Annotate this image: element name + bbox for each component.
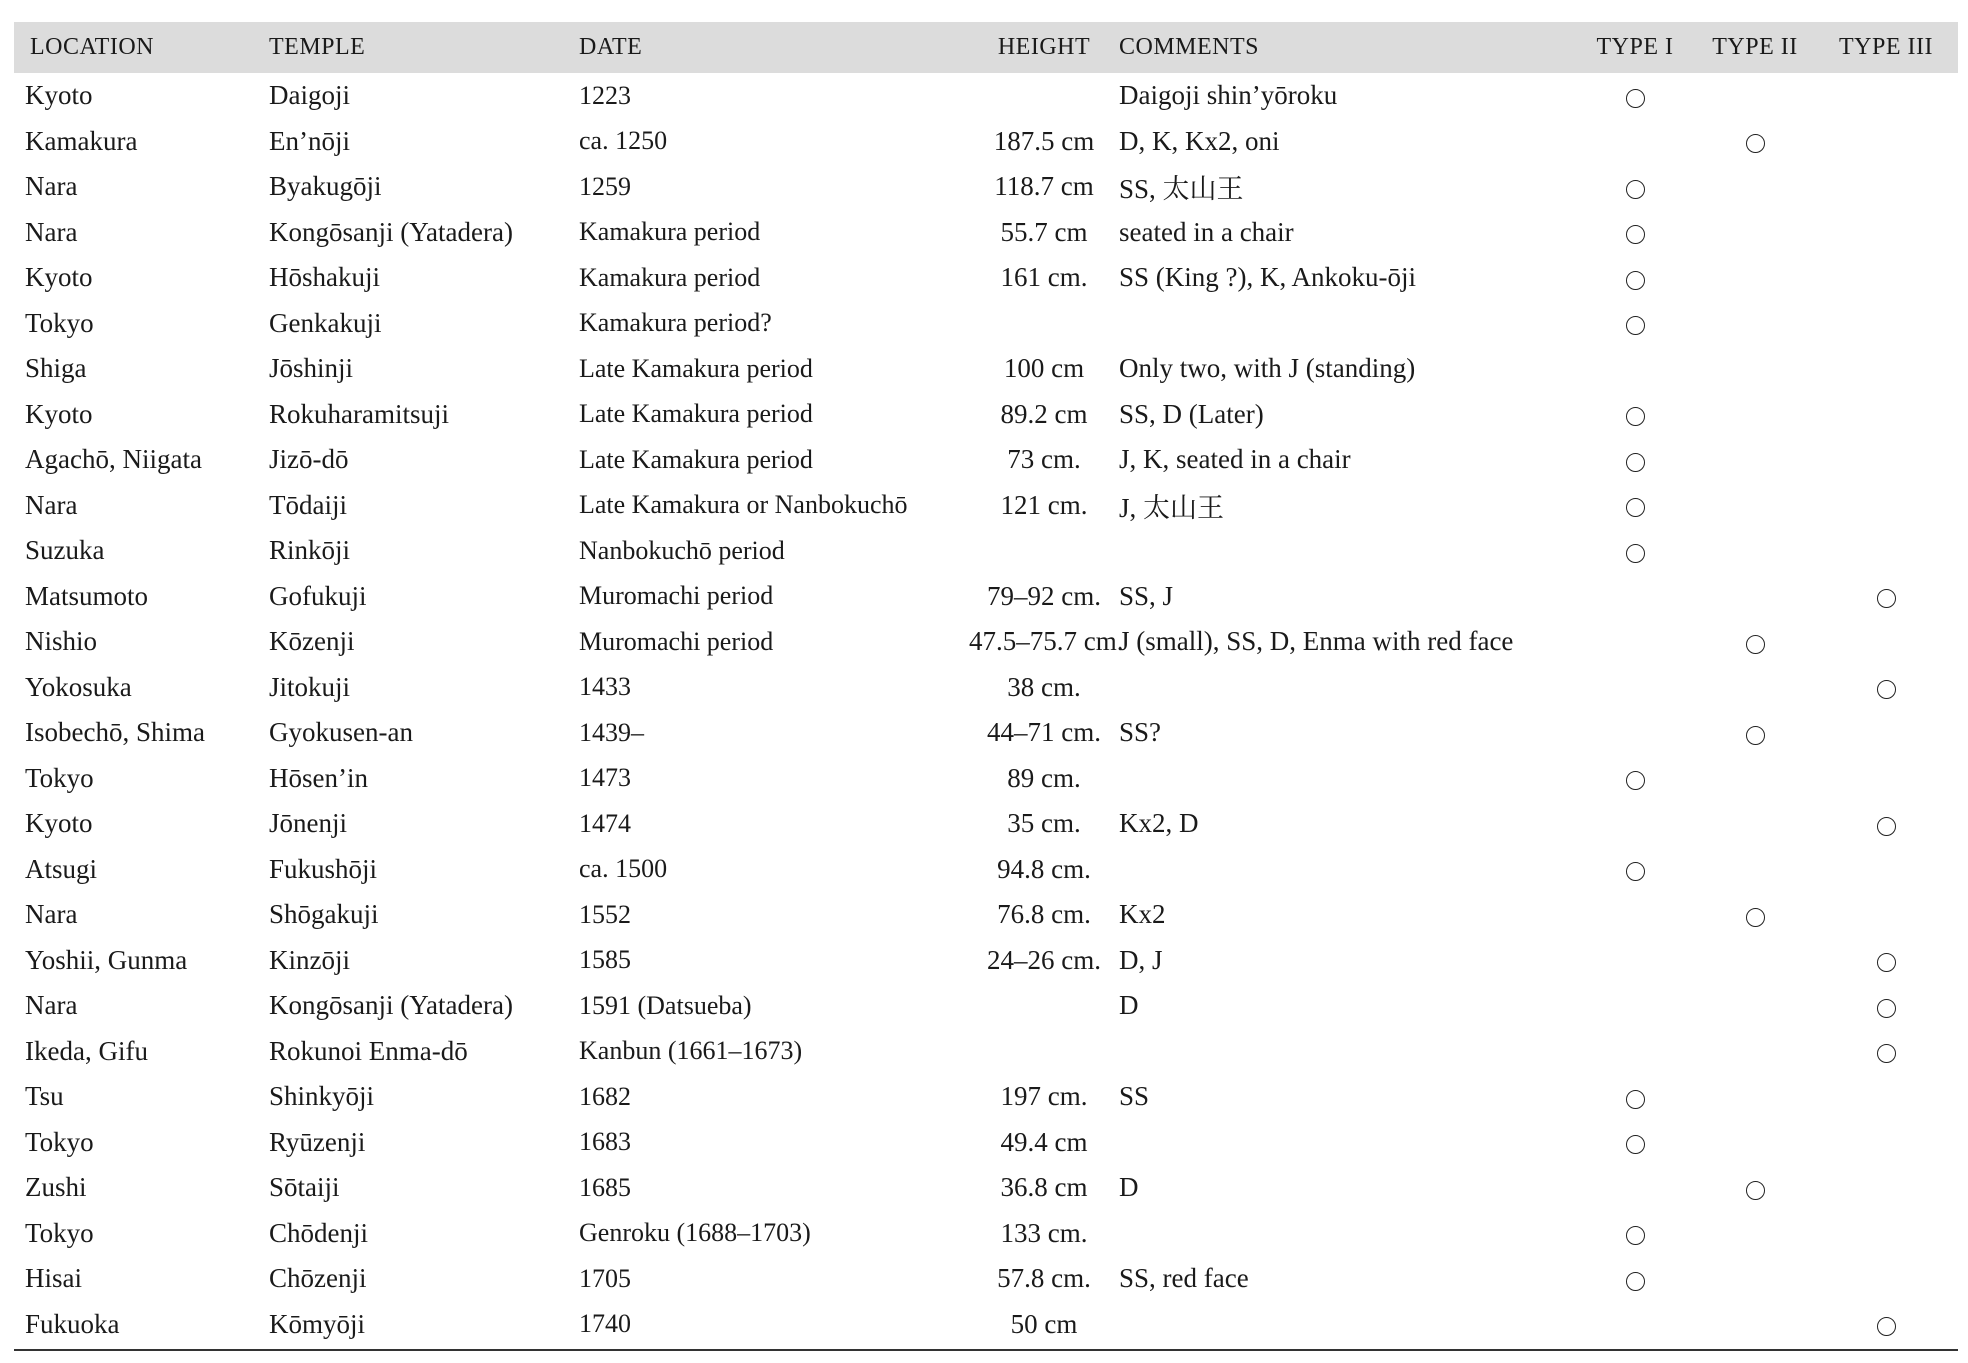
cell-location: Tokyo [25, 307, 94, 338]
circle-mark-icon [1626, 271, 1645, 290]
cell-temple: Gyokusen-an [269, 717, 413, 748]
cell-temple: Rokuharamitsuji [269, 398, 449, 429]
table-row [14, 665, 1958, 711]
cell-comments: D [1119, 1172, 1139, 1203]
cell-date: Genroku (1688–1703) [579, 1218, 811, 1248]
cell-height: 118.7 cm [994, 171, 1094, 202]
cell-comments: SS, J [1119, 580, 1174, 611]
cell-location: Shiga [25, 353, 87, 384]
cell-comments: SS, D (Later) [1119, 398, 1264, 429]
cell-comments: seated in a chair [1119, 216, 1294, 247]
header-row [14, 22, 1958, 73]
cell-temple: Rokunoi Enma-dō [269, 1035, 468, 1066]
cell-comments: J, K, seated in a chair [1119, 444, 1351, 475]
cell-date: 1685 [579, 1172, 631, 1202]
cell-location: Matsumoto [25, 580, 149, 611]
circle-mark-icon [1626, 89, 1645, 108]
table-row [14, 1029, 1958, 1075]
cell-type-3 [1814, 619, 1958, 665]
cell-height: 79–92 cm. [987, 580, 1101, 611]
cell-type-2 [1696, 1165, 1814, 1211]
header-type-3: TYPE III [1839, 34, 1933, 60]
cell-height: 55.7 cm [1000, 216, 1088, 247]
table-row [14, 346, 1958, 392]
cell-location: Kyoto [25, 262, 93, 293]
cell-location: Nara [25, 990, 78, 1021]
cell-date: Muromachi period [579, 626, 774, 656]
cell-type-1 [1574, 983, 1696, 1029]
cell-type-2 [1696, 619, 1814, 665]
table-row [14, 983, 1958, 1029]
cell-height: 100 cm [1003, 353, 1085, 384]
cell-type-3 [1814, 1074, 1958, 1120]
cell-type-3 [1814, 255, 1958, 301]
cell-date: 1740 [579, 1309, 631, 1339]
cell-date: 1591 (Datsueba) [579, 990, 752, 1020]
cell-location: Tokyo [25, 762, 94, 793]
cell-date: Late Kamakura period [579, 353, 813, 383]
circle-mark-icon [1877, 999, 1896, 1018]
cell-type-1 [1574, 1165, 1696, 1211]
cell-temple: Jōnenji [269, 808, 347, 839]
cell-comments: J, 太山王 [1119, 492, 1225, 523]
cell-type-3 [1814, 1165, 1958, 1211]
cell-location: Nara [25, 216, 78, 247]
cell-type-1 [1574, 73, 1696, 119]
cell-location: Yokosuka [25, 671, 132, 702]
table-row [14, 210, 1958, 256]
cell-temple: Hōshakuji [269, 262, 380, 293]
cell-type-2 [1696, 1256, 1814, 1302]
circle-mark-icon [1746, 635, 1765, 654]
table-row [14, 619, 1958, 665]
cell-height: 36.8 cm [1000, 1172, 1088, 1203]
cell-height: 89 cm. [1007, 762, 1081, 793]
cell-height: 50 cm [1010, 1308, 1078, 1339]
cell-comments: SS [1119, 1081, 1150, 1112]
cell-temple: Chōdenji [269, 1217, 368, 1248]
table-body [14, 73, 1958, 1347]
circle-mark-icon [1746, 134, 1765, 153]
circle-mark-icon [1877, 1044, 1896, 1063]
cell-height: 197 cm. [1000, 1081, 1088, 1112]
table-row [14, 255, 1958, 301]
cell-comments [1119, 665, 1574, 711]
cell-height: 187.5 cm [993, 125, 1095, 156]
cell-type-3 [1814, 892, 1958, 938]
cell-temple: Jōshinji [269, 353, 354, 384]
cell-type-1 [1574, 301, 1696, 347]
cell-height [969, 1029, 1119, 1075]
cell-comments: Daigoji shin’yōroku [1119, 80, 1338, 111]
cell-type-1 [1574, 1120, 1696, 1166]
cell-type-3 [1814, 528, 1958, 574]
table-row [14, 119, 1958, 165]
cell-temple: Jitokuji [269, 671, 351, 702]
cell-height: 133 cm. [1000, 1217, 1088, 1248]
cell-temple: Hōsen’in [269, 762, 368, 793]
circle-mark-icon [1626, 862, 1645, 881]
cell-type-3 [1814, 1211, 1958, 1257]
cell-location: Kyoto [25, 808, 93, 839]
cell-type-1 [1574, 892, 1696, 938]
table-row [14, 301, 1958, 347]
cell-location: Suzuka [25, 535, 105, 566]
cell-date: Late Kamakura or Nanbokuchō [579, 490, 908, 520]
table-row [14, 1120, 1958, 1166]
circle-mark-icon [1626, 453, 1645, 472]
circle-mark-icon [1626, 771, 1645, 790]
statue-table [14, 22, 1958, 1347]
cell-temple: Shōgakuji [269, 899, 379, 930]
table-row [14, 574, 1958, 620]
cell-date: 1474 [579, 808, 631, 838]
cell-type-2 [1696, 483, 1814, 529]
cell-type-1 [1574, 847, 1696, 893]
cell-temple: Kinzōji [269, 944, 350, 975]
cell-date: Kanbun (1661–1673) [579, 1036, 803, 1066]
cell-type-1 [1574, 483, 1696, 529]
cell-height: 89.2 cm [1000, 398, 1088, 429]
cell-location: Fukuoka [25, 1308, 120, 1339]
cell-comments [1119, 756, 1574, 802]
cell-type-3 [1814, 164, 1958, 210]
cell-type-3 [1814, 483, 1958, 529]
circle-mark-icon [1626, 1135, 1645, 1154]
cell-comments: SS, red face [1119, 1263, 1249, 1294]
circle-mark-icon [1626, 544, 1645, 563]
cell-type-1 [1574, 392, 1696, 438]
cell-type-1 [1574, 756, 1696, 802]
circle-mark-icon [1626, 498, 1645, 517]
cell-comments [1119, 1302, 1574, 1348]
cell-date: 1683 [579, 1127, 631, 1157]
cell-type-3 [1814, 756, 1958, 802]
cell-date: Late Kamakura period [579, 399, 813, 429]
cell-comments [1119, 528, 1574, 574]
cell-comments: D, J [1119, 944, 1163, 975]
header-temple: TEMPLE [269, 34, 366, 60]
cell-location: Atsugi [25, 853, 98, 884]
cell-date: Muromachi period [579, 581, 774, 611]
circle-mark-icon [1626, 1272, 1645, 1291]
cell-comments: SS, 太山王 [1119, 174, 1244, 205]
cell-type-2 [1696, 574, 1814, 620]
cell-type-1 [1574, 665, 1696, 711]
cell-type-1 [1574, 1211, 1696, 1257]
table-row [14, 710, 1958, 756]
cell-location: Yoshii, Gunma [25, 944, 188, 975]
cell-location: Nara [25, 899, 78, 930]
header-date: DATE [579, 34, 643, 60]
cell-temple: Jizō-dō [269, 444, 349, 475]
cell-type-1 [1574, 119, 1696, 165]
cell-type-3 [1814, 801, 1958, 847]
cell-comments [1119, 847, 1574, 893]
table-row [14, 437, 1958, 483]
cell-type-3 [1814, 983, 1958, 1029]
cell-temple: Gofukuji [269, 580, 367, 611]
cell-type-2 [1696, 1074, 1814, 1120]
cell-comments: D [1119, 990, 1139, 1021]
cell-height: 38 cm. [1007, 671, 1081, 702]
cell-type-1 [1574, 528, 1696, 574]
table-row [14, 1074, 1958, 1120]
cell-type-2 [1696, 1302, 1814, 1348]
cell-type-2 [1696, 255, 1814, 301]
cell-type-3 [1814, 938, 1958, 984]
cell-type-2 [1696, 983, 1814, 1029]
circle-mark-icon [1746, 1181, 1765, 1200]
cell-temple: En’nōji [269, 125, 350, 156]
cell-location: Nara [25, 171, 78, 202]
cell-type-2 [1696, 73, 1814, 119]
cell-temple: Genkakuji [269, 307, 382, 338]
cell-date: Kamakura period [579, 217, 761, 247]
cell-type-3 [1814, 346, 1958, 392]
cell-type-1 [1574, 1029, 1696, 1075]
cell-comments [1119, 1029, 1574, 1075]
cell-temple: Ryūzenji [269, 1126, 366, 1157]
cell-temple: Fukushōji [269, 853, 378, 884]
table-row [14, 801, 1958, 847]
cell-type-2 [1696, 938, 1814, 984]
circle-mark-icon [1877, 817, 1896, 836]
cell-type-1 [1574, 938, 1696, 984]
cell-comments [1119, 301, 1574, 347]
cell-location: Hisai [25, 1263, 82, 1294]
cell-type-1 [1574, 346, 1696, 392]
cell-type-1 [1574, 619, 1696, 665]
table-row [14, 164, 1958, 210]
header-type-1: TYPE I [1596, 34, 1674, 60]
cell-height: 24–26 cm. [987, 944, 1101, 975]
table-bottom-rule [14, 1349, 1958, 1351]
cell-date: Kamakura period [579, 262, 761, 292]
cell-location: Nishio [25, 626, 98, 657]
cell-type-2 [1696, 1029, 1814, 1075]
cell-comments: D, K, Kx2, oni [1119, 125, 1280, 156]
circle-mark-icon [1626, 1090, 1645, 1109]
cell-type-3 [1814, 847, 1958, 893]
cell-comments [1119, 1211, 1574, 1257]
cell-temple: Chōzenji [269, 1263, 367, 1294]
cell-type-1 [1574, 210, 1696, 256]
cell-type-3 [1814, 1302, 1958, 1348]
cell-type-1 [1574, 574, 1696, 620]
cell-height: 73 cm. [1007, 444, 1081, 475]
cell-type-1 [1574, 1074, 1696, 1120]
cell-type-3 [1814, 210, 1958, 256]
cell-height: 94.8 cm. [997, 853, 1091, 884]
header-comments: COMMENTS [1119, 34, 1260, 60]
cell-comments [1119, 1120, 1574, 1166]
cell-type-3 [1814, 1029, 1958, 1075]
cell-type-2 [1696, 892, 1814, 938]
table-row [14, 392, 1958, 438]
cell-temple: Sōtaiji [269, 1172, 340, 1203]
cell-temple: Byakugōji [269, 171, 382, 202]
cell-type-2 [1696, 392, 1814, 438]
cell-temple: Shinkyōji [269, 1081, 375, 1112]
circle-mark-icon [1626, 180, 1645, 199]
cell-type-3 [1814, 119, 1958, 165]
cell-type-2 [1696, 801, 1814, 847]
cell-height [969, 73, 1119, 119]
cell-location: Agachō, Niigata [25, 444, 202, 475]
cell-temple: Daigoji [269, 80, 350, 111]
cell-date: Kamakura period? [579, 308, 772, 338]
cell-temple: Kōzenji [269, 626, 355, 657]
cell-type-2 [1696, 437, 1814, 483]
cell-location: Kyoto [25, 398, 93, 429]
cell-type-3 [1814, 1256, 1958, 1302]
cell-comments: Kx2 [1119, 899, 1166, 930]
table-row [14, 1211, 1958, 1257]
cell-date: 1259 [579, 171, 631, 201]
circle-mark-icon [1746, 908, 1765, 927]
cell-date: 1585 [579, 945, 631, 975]
cell-location: Tsu [25, 1081, 64, 1112]
table-row [14, 1302, 1958, 1348]
table-row [14, 1165, 1958, 1211]
cell-location: Tokyo [25, 1126, 94, 1157]
cell-date: 1705 [579, 1263, 631, 1293]
cell-comments: J (small), SS, D, Enma with red face [1119, 626, 1514, 657]
cell-location: Nara [25, 489, 78, 520]
cell-type-3 [1814, 73, 1958, 119]
cell-height [969, 983, 1119, 1029]
cell-type-1 [1574, 255, 1696, 301]
header-height: HEIGHT [997, 34, 1091, 60]
cell-height: 35 cm. [1007, 808, 1081, 839]
cell-comments: SS? [1119, 717, 1162, 748]
cell-type-2 [1696, 710, 1814, 756]
cell-type-1 [1574, 437, 1696, 483]
circle-mark-icon [1877, 1317, 1896, 1336]
cell-type-3 [1814, 1120, 1958, 1166]
cell-location: Isobechō, Shima [25, 717, 205, 748]
cell-height: 44–71 cm. [987, 717, 1101, 748]
circle-mark-icon [1877, 589, 1896, 608]
cell-temple: Tōdaiji [269, 489, 347, 520]
table-header [14, 22, 1958, 73]
cell-type-1 [1574, 164, 1696, 210]
cell-date: 1433 [579, 672, 631, 702]
circle-mark-icon [1626, 1226, 1645, 1245]
cell-date: ca. 1500 [579, 854, 668, 884]
cell-date: 1473 [579, 763, 631, 793]
cell-type-3 [1814, 574, 1958, 620]
cell-type-2 [1696, 119, 1814, 165]
cell-temple: Kongōsanji (Yatadera) [269, 990, 513, 1021]
circle-mark-icon [1877, 680, 1896, 699]
cell-height: 121 cm. [1000, 489, 1088, 520]
cell-type-2 [1696, 210, 1814, 256]
cell-comments: SS (King ?), K, Ankoku-ōji [1119, 262, 1416, 293]
cell-type-2 [1696, 164, 1814, 210]
cell-type-3 [1814, 710, 1958, 756]
cell-height: 76.8 cm. [997, 899, 1091, 930]
cell-type-2 [1696, 756, 1814, 802]
circle-mark-icon [1877, 953, 1896, 972]
cell-height [969, 528, 1119, 574]
cell-date: 1682 [579, 1081, 631, 1111]
cell-type-1 [1574, 1302, 1696, 1348]
cell-date: Late Kamakura period [579, 444, 813, 474]
cell-location: Kyoto [25, 80, 93, 111]
circle-mark-icon [1746, 726, 1765, 745]
cell-type-3 [1814, 437, 1958, 483]
cell-type-2 [1696, 301, 1814, 347]
cell-comments: Only two, with J (standing) [1119, 353, 1416, 384]
cell-date: ca. 1250 [579, 126, 668, 156]
cell-type-1 [1574, 710, 1696, 756]
cell-comments: Kx2, D [1119, 808, 1199, 839]
cell-height [969, 301, 1119, 347]
header-type-2: TYPE II [1712, 34, 1798, 60]
cell-type-2 [1696, 346, 1814, 392]
cell-height: 57.8 cm. [997, 1263, 1091, 1294]
cell-type-2 [1696, 847, 1814, 893]
table-row [14, 483, 1958, 529]
circle-mark-icon [1626, 407, 1645, 426]
table-row [14, 528, 1958, 574]
table-row [14, 1256, 1958, 1302]
cell-height: 161 cm. [1000, 262, 1088, 293]
table-row [14, 73, 1958, 119]
cell-type-2 [1696, 528, 1814, 574]
cell-temple: Kōmyōji [269, 1308, 366, 1339]
circle-mark-icon [1626, 316, 1645, 335]
cell-type-3 [1814, 665, 1958, 711]
cell-type-2 [1696, 665, 1814, 711]
cell-location: Ikeda, Gifu [25, 1035, 148, 1066]
cell-type-1 [1574, 1256, 1696, 1302]
table-row [14, 892, 1958, 938]
cell-type-1 [1574, 801, 1696, 847]
cell-date: Nanbokuchō period [579, 535, 785, 565]
cell-location: Kamakura [25, 125, 138, 156]
cell-temple: Rinkōji [269, 535, 351, 566]
statue-table-container [14, 22, 1958, 1351]
cell-temple: Kongōsanji (Yatadera) [269, 216, 513, 247]
cell-type-2 [1696, 1120, 1814, 1166]
cell-date: 1552 [579, 899, 631, 929]
cell-location: Zushi [25, 1172, 87, 1203]
circle-mark-icon [1626, 225, 1645, 244]
table-row [14, 847, 1958, 893]
cell-type-3 [1814, 301, 1958, 347]
cell-location: Tokyo [25, 1217, 94, 1248]
cell-date: 1439– [579, 717, 644, 747]
cell-height: 47.5–75.7 cm. [969, 626, 1124, 657]
table-row [14, 938, 1958, 984]
cell-type-2 [1696, 1211, 1814, 1257]
header-location: LOCATION [30, 34, 154, 60]
cell-type-3 [1814, 392, 1958, 438]
cell-date: 1223 [579, 80, 631, 110]
cell-height: 49.4 cm [1000, 1126, 1088, 1157]
table-row [14, 756, 1958, 802]
